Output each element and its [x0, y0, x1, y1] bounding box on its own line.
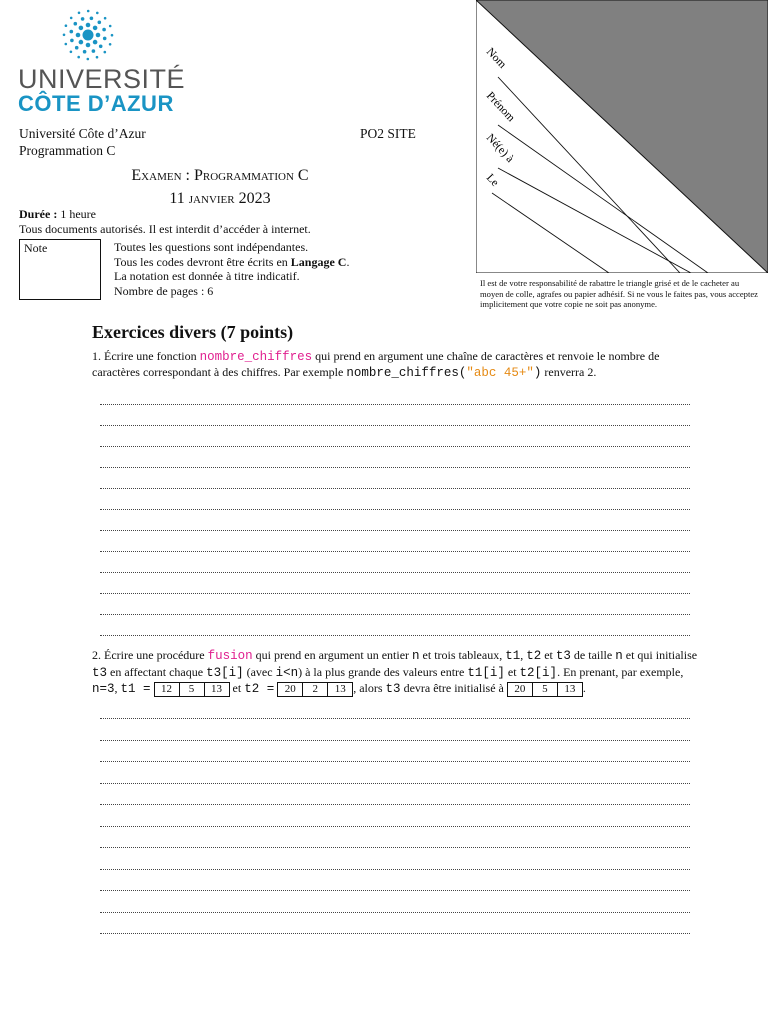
answer-line[interactable]: [100, 425, 690, 426]
answer-line[interactable]: [100, 593, 690, 594]
answer-line[interactable]: [100, 404, 690, 405]
answer-line[interactable]: [100, 488, 690, 489]
answer-line[interactable]: [100, 467, 690, 468]
exam-title: Examen : Programmation C: [131, 167, 309, 184]
instruction-line: Nombre de pages : 6: [114, 283, 214, 298]
instructions: [114, 240, 349, 298]
answer-line[interactable]: [100, 572, 690, 573]
program-name: Programmation C: [19, 143, 116, 158]
field-ne-a: Né(e) à: [483, 131, 516, 166]
answer-line[interactable]: [100, 740, 690, 741]
answer-line[interactable]: [100, 761, 690, 762]
answer-line[interactable]: [100, 783, 690, 784]
answer-line[interactable]: [100, 614, 690, 615]
answer-line[interactable]: [100, 530, 690, 531]
answer-line[interactable]: [100, 890, 690, 891]
date-line: [492, 193, 609, 273]
gray-fold-area: [476, 0, 768, 273]
question-2: 2. Écrire une procédure fusion qui prend en argument un entier n et trois tableaux, t1, t2 et t3 de taille n et qui initialise t3 en affectant chaque t3[i] (avec i<n) à la plus grande des valeurs entre t1[i] et t2[i]. En prenant, par exemple, n=3, t1 = 12 5 13 et t2 = 20 2 13 , alors t3 devra être initialisé à 20 5 13 .: [92, 648, 698, 696]
birthplace-line: [498, 168, 691, 273]
duration: [19, 207, 96, 222]
instruction-line: Toutes les questions sont indépendantes.: [114, 240, 309, 254]
answer-line[interactable]: [100, 912, 690, 913]
logo-text-cote-azur: CÔTE D’AZUR: [18, 91, 174, 116]
fold-instructions: Il est de votre responsabilité de rabattre le triangle grisé et de le cacheter au moyen de colle, agrafes ou papier adhésif. Si ne vous le faites pas, vous acceptez implicitement que votre copie ne soit pas anonyme.: [480, 278, 759, 309]
answer-line[interactable]: [100, 933, 690, 934]
instruction-line: Tous les codes devront être écrits en Langage C.: [114, 254, 350, 269]
grade-label: Note: [24, 241, 48, 255]
answer-line[interactable]: [100, 509, 690, 510]
array-t1: 12 5 13: [154, 682, 230, 697]
exam-date: 11 janvier 2023: [169, 190, 271, 207]
duration-label: Durée :: [19, 207, 58, 221]
grade-box: [19, 239, 101, 300]
duration-value: 1 heure: [60, 207, 96, 221]
function-name: nombre_chiffres: [199, 350, 313, 364]
answer-line[interactable]: [100, 446, 690, 447]
answer-line[interactable]: [100, 551, 690, 552]
array-t2: 20 2 13: [277, 682, 353, 697]
answer-line[interactable]: [100, 869, 690, 870]
answer-line[interactable]: [100, 826, 690, 827]
site-label: PO2 SITE: [360, 126, 416, 141]
university-name: Université Côte d’Azur: [19, 126, 146, 141]
answer-line[interactable]: [100, 847, 690, 848]
answer-line[interactable]: [100, 718, 690, 719]
array-t3: 20 5 13: [507, 682, 583, 697]
answer-line[interactable]: [100, 804, 690, 805]
anonymity-fold-triangle: [476, 0, 768, 273]
university-logo-icon: [58, 8, 118, 66]
section-title: Exercices divers (7 points): [92, 322, 294, 342]
rules-text: Tous documents autorisés. Il est interdit d’accéder à internet.: [19, 222, 311, 236]
question-1: 1. Écrire une fonction nombre_chiffres qui prend en argument une chaîne de caractères et renvoie le nombre de caractères correspondant à des chiffres. Par exemple nombre_chiffres("abc 45+") renverra 2.: [92, 349, 660, 380]
logo-text-universite: UNIVERSITÉ: [18, 64, 186, 94]
field-le: Le: [483, 171, 501, 189]
field-nom: Nom: [483, 45, 509, 71]
answer-line[interactable]: [100, 635, 690, 636]
instruction-line: La notation est donnée à titre indicatif.: [114, 269, 300, 283]
field-prenom: Prénom: [483, 89, 517, 125]
